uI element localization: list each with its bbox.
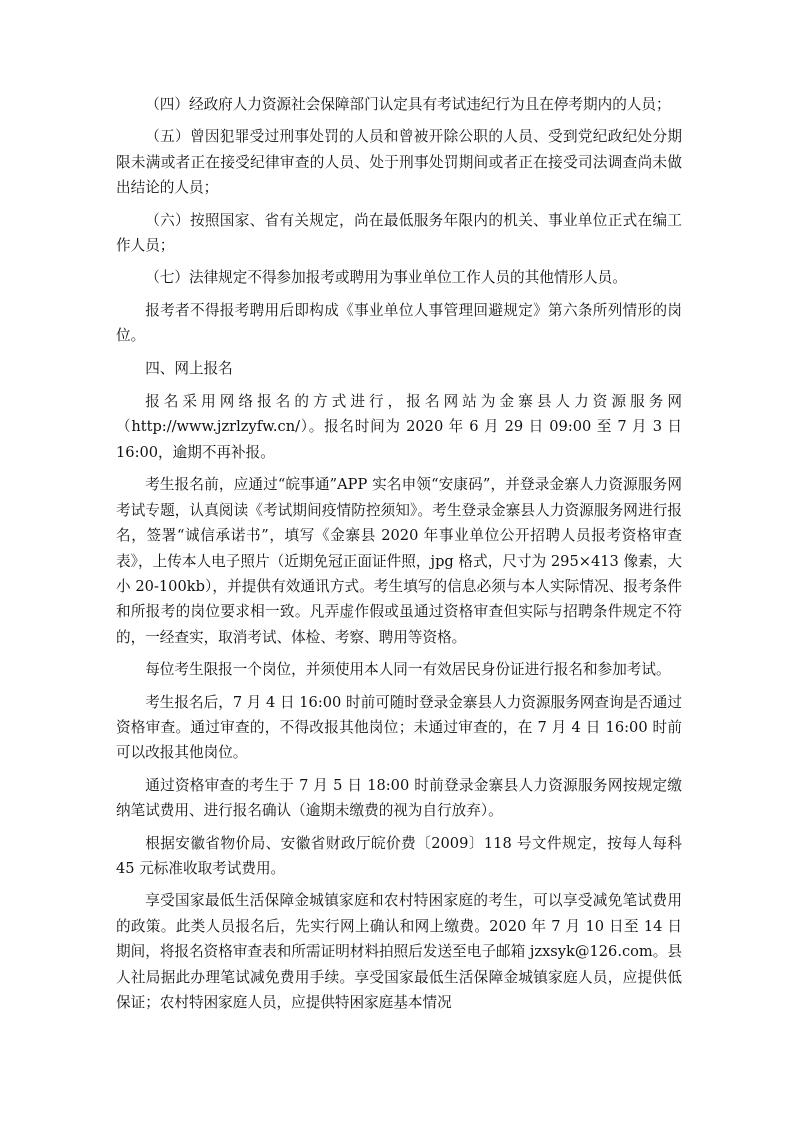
single-position-paragraph: 每位考生限报一个岗位，并须使用本人同一有效居民身份证进行报名和参加考试。 <box>145 661 671 679</box>
avoidance-rule-paragraph: 报考者不得报考聘用后即构成《事业单位人事管理回避规定》第六条所列情形的岗位。 <box>116 301 682 345</box>
eligibility-item-4: （四）经政府人力资源社会保障部门认定具有考试违纪行为且在停考期内的人员； <box>145 96 671 113</box>
section-heading-online-registration: 四、网上报名 <box>145 359 233 377</box>
eligibility-item-6: （六）按照国家、省有关规定，尚在最低服务年限内的机关、事业单位正式在编工作人员； <box>116 211 682 255</box>
eligibility-item-7: （七）法律规定不得参加报考或聘用为事业单位工作人员的其他情形人员。 <box>145 269 627 287</box>
fee-waiver-paragraph: 享受国家最低生活保障金城镇家庭和农村特困家庭的考生，可以享受减免笔试费用的政策。此类人员报名后，先实行网上确认和网上缴费。2020 年 7 月 10 日至 14 日期间，将报名资格审查表和所需证明材料拍照后发送至电子邮箱 jzxsyk@126.com。县人社局据此办理笔试减免费用手续。享受国家最低生活保障金城镇家庭人员，应提供低保证；农村特困家庭人员，应提供特困家庭基本情况 <box>116 892 682 1011</box>
document-body <box>116 92 682 1022</box>
registration-procedure-paragraph: 考生报名前，应通过“皖事通”APP 实名申领“安康码”，并登录金寨人力资源服务网考试专题，认真阅读《考试期间疫情防控须知》。考生登录金寨县人力资源服务网进行报名，签署“诚信承诺书”，填写《金寨县 2020 年事业单位公开招聘人员报考资格审查表》，上传本人电子照片（近期免冠正面证件照，jpg 格式，尺寸为 295×413 像素，大小 20-100kb），并提供有效通讯方式。考生填写的信息必须与本人实际情况、报考条件和所报考的岗位要求相一致。凡弄虚作假或虽通过资格审查但实际与招聘条件规定不符的，一经查实，取消考试、体检、考察、聘用等资格。 <box>116 476 682 646</box>
fee-payment-paragraph: 通过资格审查的考生于 7 月 5 日 18:00 时前登录金寨县人力资源服务网按规定缴纳笔试费用、进行报名确认（逾期未缴费的视为自行放弃）。 <box>116 776 682 820</box>
eligibility-item-5: （五）曾因犯罪受过刑事处罚的人员和曾被开除公职的人员、受到党纪政纪处分期限未满或者正在接受纪律审查的人员、处于刑事处罚期间或者正在接受司法调查尚未做出结论的人员； <box>116 128 682 197</box>
registration-website-paragraph: 报名采用网络报名的方式进行，报名网站为金寨县人力资源服务网（http://www.jzrlzyfw.cn/）。报名时间为 2020 年 6 月 29 日 09:00 至 7 月 3 日 16:00，逾期不再补报。 <box>116 393 682 461</box>
qualification-review-paragraph: 考生报名后，7 月 4 日 16:00 时前可随时登录金寨县人力资源服务网查询是否通过资格审查。通过审查的，不得改报其他岗位；未通过审查的，在 7 月 4 日 16:00 时前可以改报其他岗位。 <box>116 693 682 762</box>
fee-standard-paragraph: 根据安徽省物价局、安徽省财政厅皖价费〔2009〕118 号文件规定，按每人每科 45 元标准收取考试费用。 <box>116 834 682 877</box>
